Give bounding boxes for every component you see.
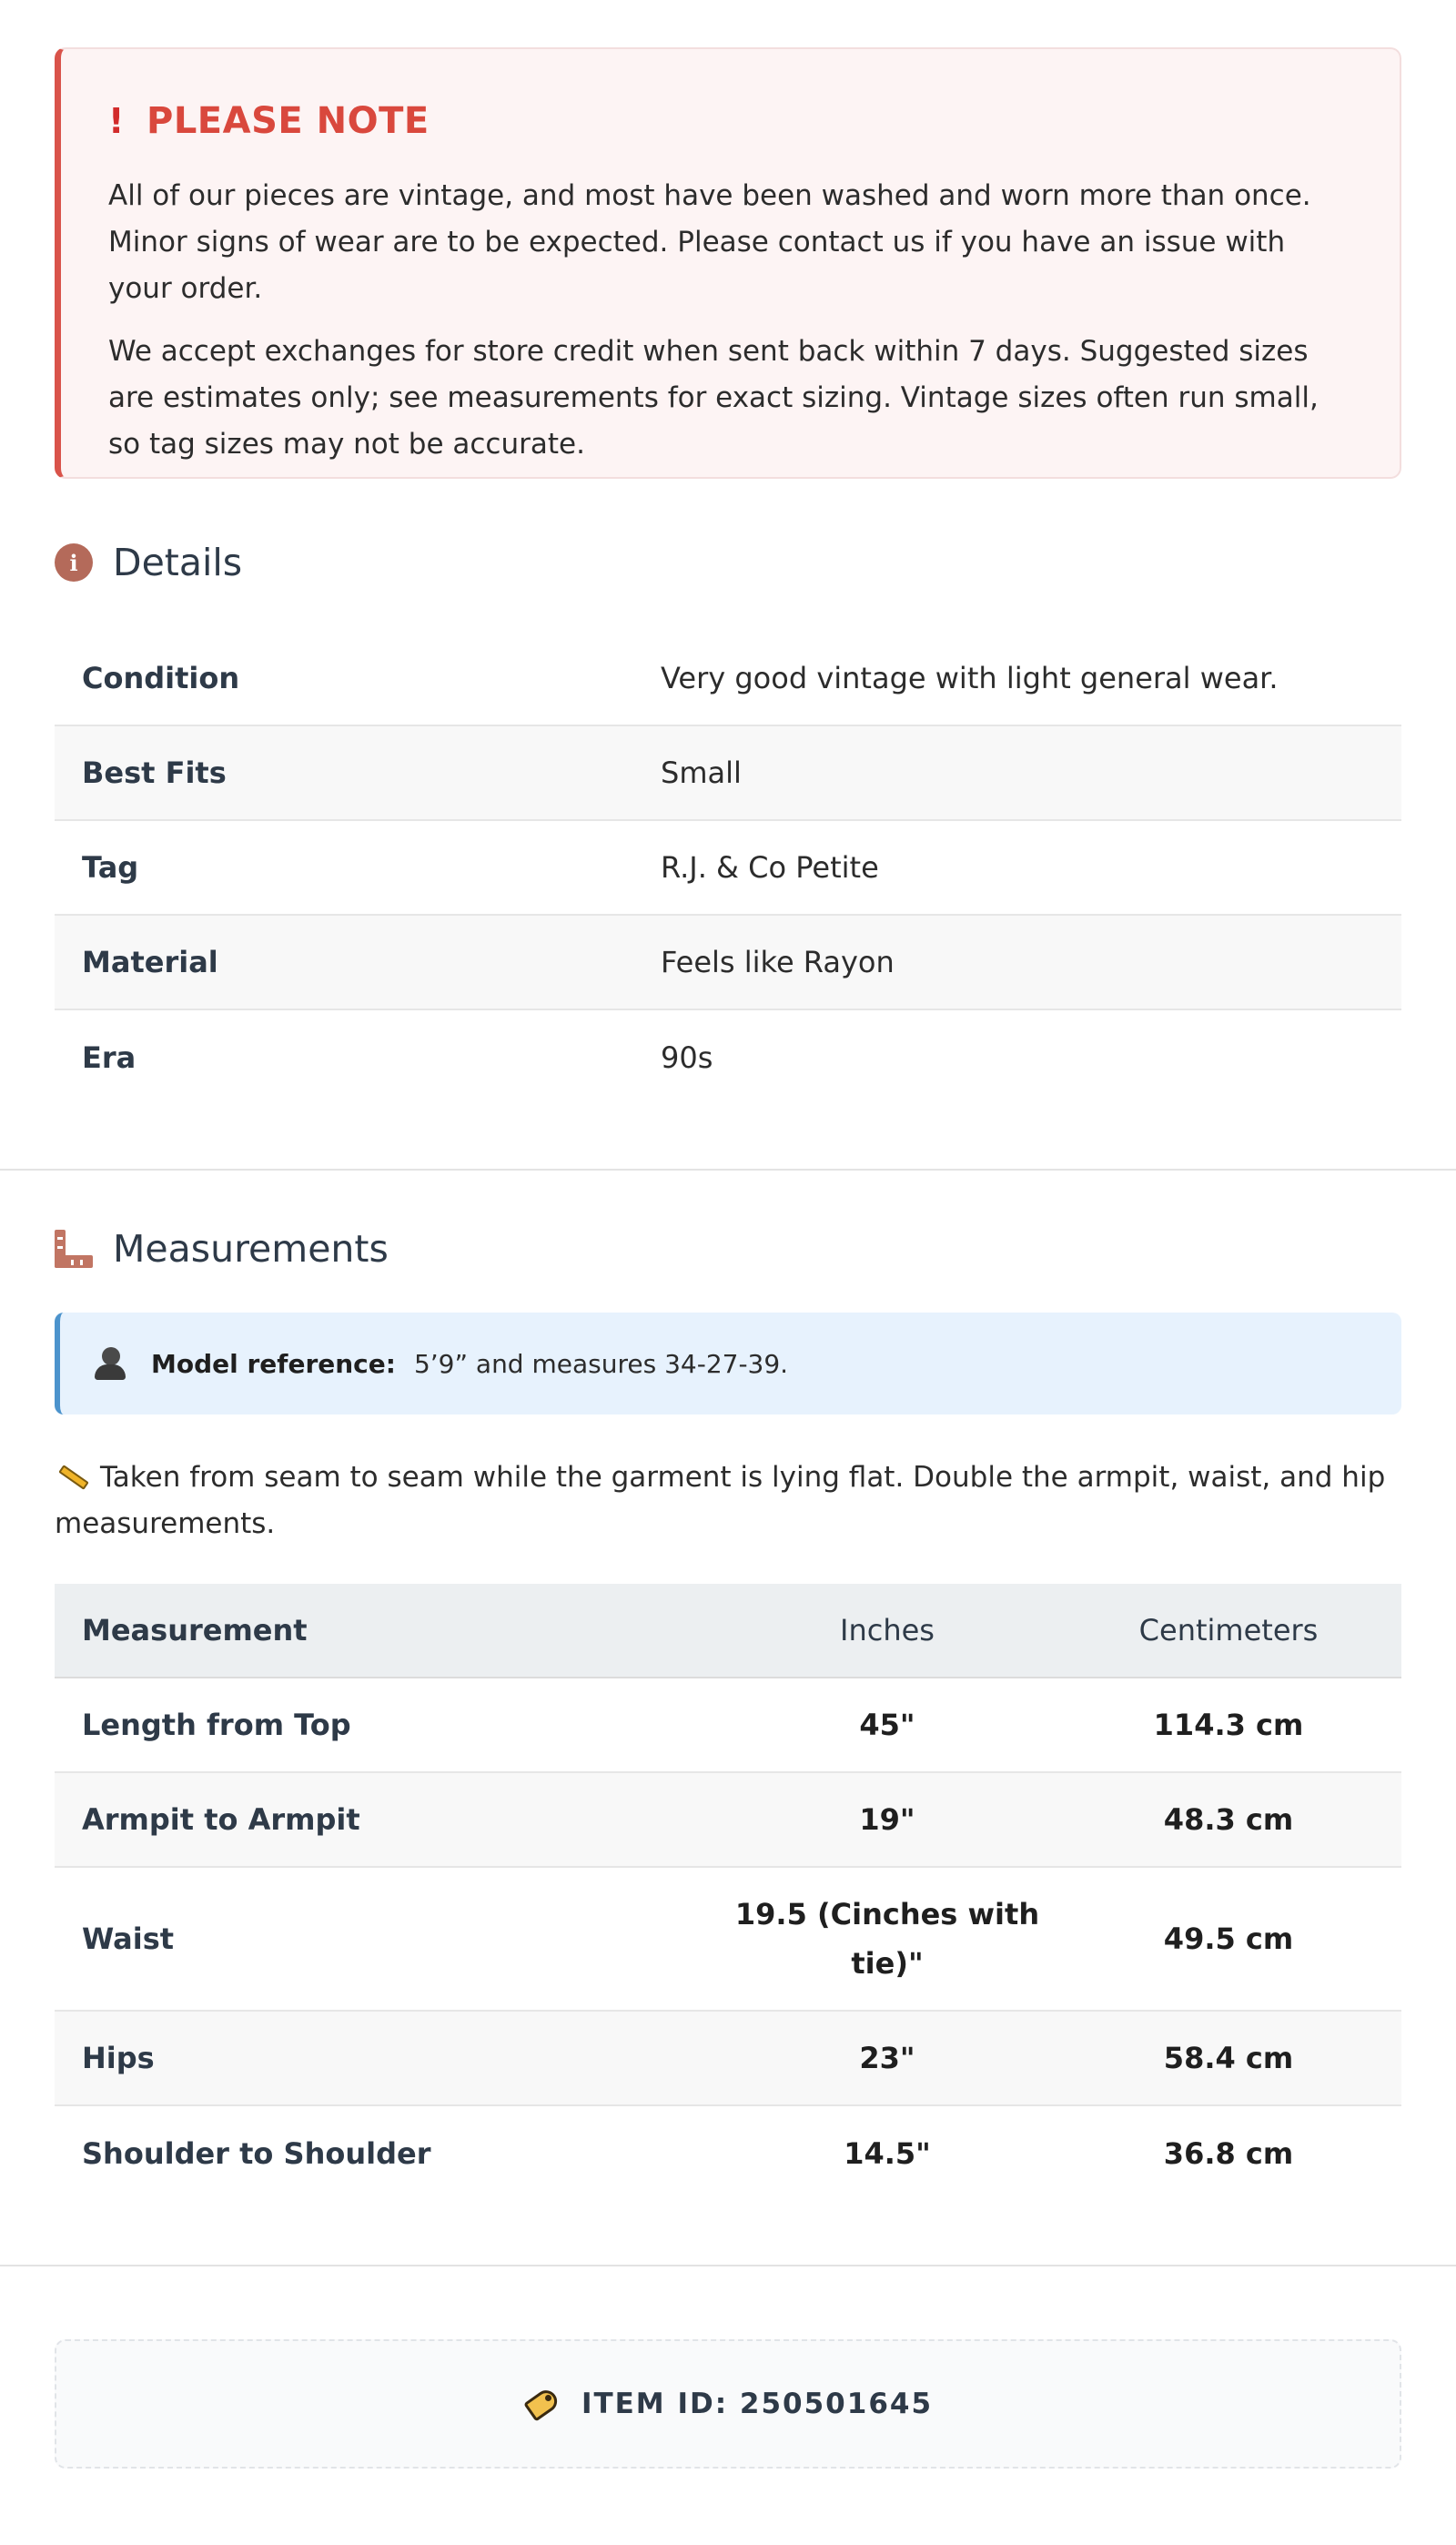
table-header xyxy=(55,1584,1401,1678)
notice-box xyxy=(55,47,1401,479)
notice-paragraph: All of our pieces are vintage, and most have been washed and worn more than once. Minor signs of wear are to be expected. Please contact us if you have an issue with your order. xyxy=(108,179,1311,305)
details-label: Era xyxy=(82,1040,136,1075)
measurement-inches-line: tie)" xyxy=(851,1946,924,1981)
model-reference-label: Model reference: xyxy=(151,1348,396,1379)
model-reference-value: 5’9” and measures 34-27-39. xyxy=(413,1348,789,1379)
item-id: ITEM ID: 250501645 xyxy=(581,2388,934,2420)
model-reference xyxy=(55,1313,1401,1414)
table-row xyxy=(55,1678,1401,1773)
column-header: Measurement xyxy=(82,1613,308,1648)
details-label: Tag xyxy=(82,850,139,885)
measurements-header xyxy=(55,1227,1401,1271)
section-divider xyxy=(0,1169,1456,1171)
measurement-inches-line: 19.5 (Cinches with xyxy=(734,1897,1040,1932)
details-value: Very good vintage with light general wear. xyxy=(661,661,1279,695)
measurements-title: Measurements xyxy=(113,1227,389,1271)
measurement-inches xyxy=(719,1890,1056,1988)
measurement-name: Length from Top xyxy=(82,1708,351,1742)
details-header xyxy=(55,541,1401,584)
table-row xyxy=(55,2012,1401,2106)
measurement-cm: 58.4 cm xyxy=(1163,2041,1294,2075)
details-row xyxy=(55,916,1401,1010)
measurement-name: Hips xyxy=(82,2041,155,2075)
measurement-note-text: Taken from seam to seam while the garment is lying flat. Double the armpit, waist, and hip measurements. xyxy=(55,1461,1386,1540)
details-table xyxy=(55,632,1401,1105)
measurement-cm: 48.3 cm xyxy=(1163,1802,1294,1837)
details-title: Details xyxy=(113,541,243,584)
measurement-name: Waist xyxy=(82,1921,175,1956)
table-row xyxy=(55,1773,1401,1868)
details-row xyxy=(55,821,1401,916)
table-row xyxy=(55,2106,1401,2201)
details-row xyxy=(55,1010,1401,1105)
tag-icon xyxy=(523,2388,561,2420)
details-row xyxy=(55,632,1401,726)
details-value: 90s xyxy=(661,1040,713,1075)
person-icon xyxy=(95,1347,126,1380)
measurement-name: Shoulder to Shoulder xyxy=(82,2136,431,2171)
info-icon: i xyxy=(55,543,93,582)
details-value: Feels like Rayon xyxy=(661,945,895,979)
notice-header xyxy=(108,100,1352,142)
measurement-inches: 23" xyxy=(859,2041,915,2075)
measurement-inches: 45" xyxy=(859,1708,915,1742)
measurement-cm: 114.3 cm xyxy=(1153,1708,1304,1742)
column-header: Inches xyxy=(840,1613,935,1648)
details-label: Best Fits xyxy=(82,755,227,790)
ruler-icon xyxy=(55,1230,93,1268)
details-label: Condition xyxy=(82,661,240,695)
section-divider xyxy=(0,2265,1456,2266)
measurement-inches: 19" xyxy=(859,1802,915,1837)
measurement-inches: 14.5" xyxy=(844,2136,931,2171)
item-id-box xyxy=(55,2339,1401,2469)
measurement-cm: 36.8 cm xyxy=(1163,2136,1294,2171)
measurements-table xyxy=(55,1584,1401,2201)
column-header: Centimeters xyxy=(1138,1613,1319,1648)
details-value: R.J. & Co Petite xyxy=(661,850,879,885)
notice-title: PLEASE NOTE xyxy=(147,100,430,142)
details-label: Material xyxy=(82,945,218,979)
measurement-cm: 49.5 cm xyxy=(1163,1921,1294,1956)
details-row xyxy=(55,726,1401,821)
table-row xyxy=(55,1868,1401,2012)
details-value: Small xyxy=(661,755,742,790)
notice-paragraph: We accept exchanges for store credit when sent back within 7 days. Suggested sizes are estimates only; see measurements for exact sizing. Vintage sizes often run small, so tag sizes may not be accurate. xyxy=(108,335,1319,461)
exclamation-icon: ! xyxy=(108,101,125,141)
measurement-note xyxy=(55,1455,1401,1547)
measurement-name: Armpit to Armpit xyxy=(82,1802,360,1837)
ruler-pencil-icon xyxy=(55,1463,91,1490)
